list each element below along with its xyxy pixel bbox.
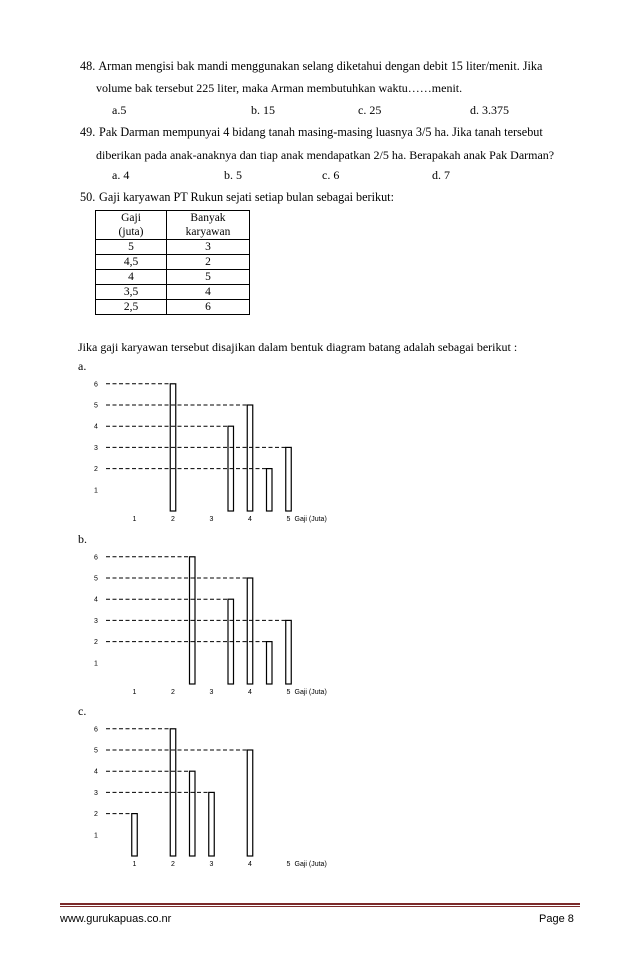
y-tick-label: 3 <box>94 617 98 625</box>
y-tick-label: 4 <box>94 596 98 604</box>
x-tick-label: 3 <box>209 861 214 868</box>
chart-label-b: b. <box>78 532 87 546</box>
footer-page: Page 8 <box>539 913 574 925</box>
table-row <box>96 240 250 255</box>
y-tick-label: 6 <box>94 726 98 734</box>
y-tick-label: 1 <box>94 487 98 495</box>
x-tick-label: 2 <box>171 689 175 696</box>
y-tick-label: 1 <box>94 832 98 840</box>
x-tick-label: 1 <box>132 516 137 523</box>
table-cell: 4 <box>96 270 167 285</box>
option-b: b. 5 <box>224 168 242 182</box>
x-axis-label: Gaji (Juta) <box>294 861 327 868</box>
chart-label-c: c. <box>78 704 87 718</box>
x-tick-label: 2 <box>171 516 175 523</box>
question-text-line1: Arman mengisi bak mandi menggunakan selang diketahui dengan debit 15 liter/menit. Jika <box>98 59 543 73</box>
y-tick-label: 1 <box>94 660 98 668</box>
salary-table <box>95 210 250 315</box>
x-tick-label: 2 <box>171 861 175 868</box>
y-tick-label: 2 <box>94 811 98 819</box>
footer-rule <box>60 903 580 905</box>
header-line: (juta) <box>118 226 144 238</box>
bar <box>132 814 138 856</box>
table-cell: 5 <box>96 240 167 255</box>
question-48-line2: volume bak tersebut 225 liter, maka Arman membutuhkan waktu……menit. <box>96 81 463 95</box>
x-tick-label: 4 <box>248 516 252 523</box>
question-number: 50. <box>80 190 96 204</box>
y-tick-label: 4 <box>94 423 98 431</box>
y-tick-label: 5 <box>94 402 98 410</box>
question-text-line1: Pak Darman mempunyai 4 bidang tanah masing-masing luasnya 3/5 ha. Jika tanah tersebut <box>99 125 543 139</box>
bar <box>247 578 253 684</box>
option-d: d. 3.375 <box>470 103 509 117</box>
table-cell: 6 <box>167 300 250 315</box>
y-tick-label: 6 <box>94 381 98 389</box>
bar <box>190 771 196 856</box>
x-axis-label: Gaji (Juta) <box>294 516 327 523</box>
bar <box>286 620 292 684</box>
bar <box>267 642 273 684</box>
bar <box>267 469 273 511</box>
table-cell: 4,5 <box>96 255 167 270</box>
table-row <box>96 270 250 285</box>
x-tick-label: 3 <box>209 516 214 523</box>
option-a: a.5 <box>112 103 127 117</box>
question-48 <box>80 58 542 74</box>
option-c: c. 25 <box>358 103 382 117</box>
table-row <box>96 300 250 315</box>
table-cell: 3,5 <box>96 285 167 300</box>
table-cell: 3 <box>167 240 250 255</box>
bar-chart-c <box>80 720 380 875</box>
table-cell: 2 <box>167 255 250 270</box>
y-tick-label: 5 <box>94 575 98 583</box>
question-49 <box>80 124 543 140</box>
y-tick-label: 5 <box>94 747 98 755</box>
bar <box>209 792 215 856</box>
question-50 <box>80 189 394 205</box>
bar <box>247 405 253 511</box>
x-tick-label: 5 <box>286 689 291 696</box>
footer-site: www.gurukapuas.co.nr <box>60 913 172 925</box>
y-tick-label: 6 <box>94 554 98 562</box>
x-tick-label: 3 <box>209 689 214 696</box>
header-line: Gaji <box>121 212 141 224</box>
x-tick-label: 1 <box>132 689 137 696</box>
footer-rule <box>60 906 580 907</box>
bar <box>247 750 253 856</box>
x-tick-label: 5 <box>286 516 291 523</box>
question-49-line2: diberikan pada anak-anaknya dan tiap anak mendapatkan 2/5 ha. Berapakah anak Pak Darman? <box>96 148 555 162</box>
x-tick-label: 1 <box>132 861 137 868</box>
bar-chart-b <box>80 548 380 703</box>
question-number: 48. <box>80 59 96 73</box>
table-cell: 4 <box>167 285 250 300</box>
y-tick-label: 4 <box>94 768 98 776</box>
header-line: karyawan <box>185 226 231 238</box>
header-gaji <box>96 211 167 240</box>
y-tick-label: 3 <box>94 444 98 452</box>
header-banyak-karyawan <box>167 211 250 240</box>
option-a: a. 4 <box>112 168 130 182</box>
question-number: 49. <box>80 125 96 139</box>
option-d: d. 7 <box>432 168 450 182</box>
x-tick-label: 4 <box>248 861 252 868</box>
y-tick-label: 2 <box>94 639 98 647</box>
question-text-line1: Gaji karyawan PT Rukun sejati setiap bulan sebagai berikut: <box>99 190 394 204</box>
x-tick-label: 5 <box>286 861 291 868</box>
y-tick-label: 3 <box>94 789 98 797</box>
x-axis-label: Gaji (Juta) <box>294 689 327 696</box>
y-tick-label: 2 <box>94 466 98 474</box>
chart-intro-text: Jika gaji karyawan tersebut disajikan dalam bentuk diagram batang adalah sebagai berikut : <box>78 340 518 354</box>
table-cell: 5 <box>167 270 250 285</box>
table-row <box>96 285 250 300</box>
header-line: Banyak <box>190 212 226 224</box>
option-c: c. 6 <box>322 168 340 182</box>
table-row <box>96 255 250 270</box>
option-b: b. 15 <box>251 103 275 117</box>
x-tick-label: 4 <box>248 689 252 696</box>
bar-chart-a <box>80 375 380 530</box>
chart-label-a: a. <box>78 359 87 373</box>
table-header-row <box>96 211 250 240</box>
table-cell: 2,5 <box>96 300 167 315</box>
bar <box>286 447 292 511</box>
